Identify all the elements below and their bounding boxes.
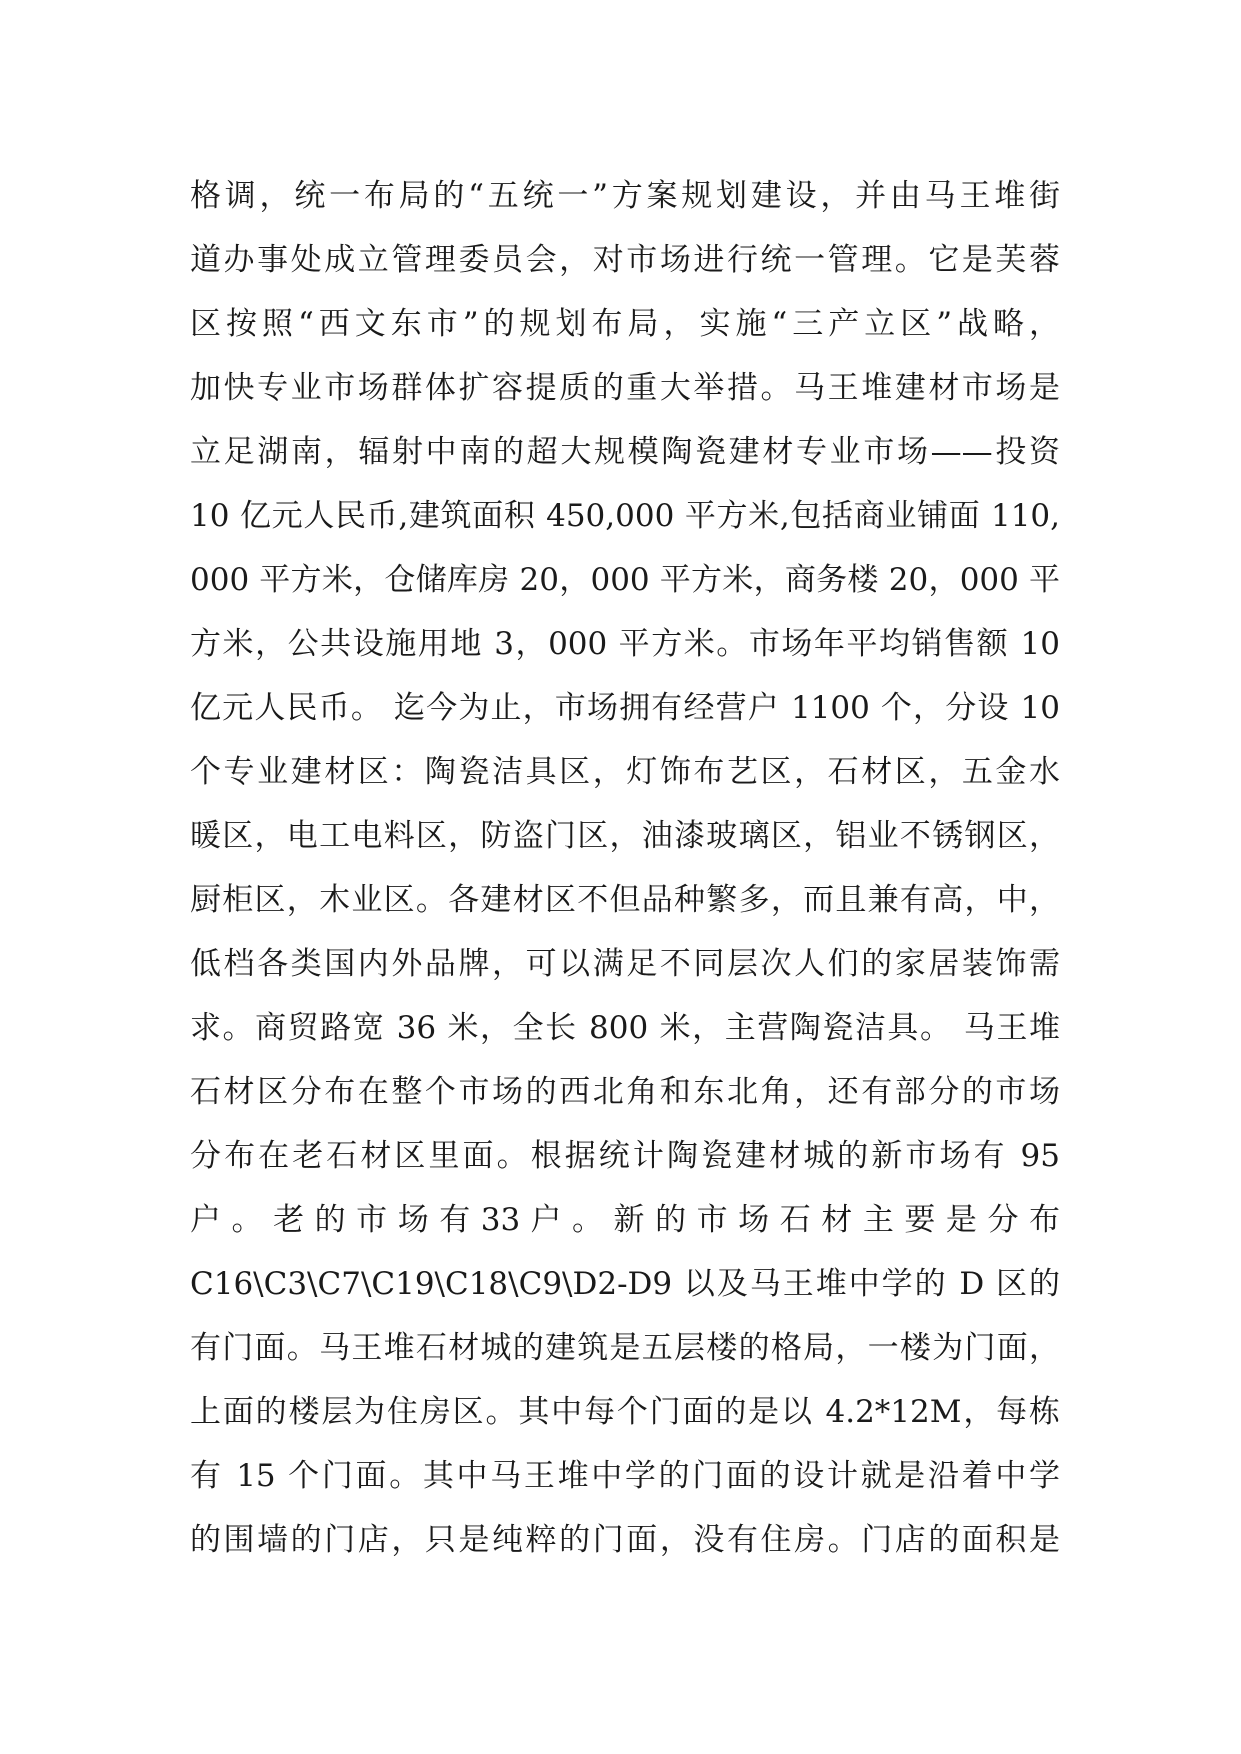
text-line: 亿元人民币。 迄今为止，市场拥有经营户 1100 个，分设 10 [190,690,1060,726]
text-line: 区按照“西文东市”的规划布局，实施“三产立区”战略， [190,306,1060,342]
text-line: 方米，公共设施用地 3，000 平方米。市场年平均销售额 10 [190,626,1060,662]
text-line: 个专业建材区：陶瓷洁具区，灯饰布艺区，石材区，五金水 [190,754,1060,790]
text-line: 暖区，电工电料区，防盗门区，油漆玻璃区，铝业不锈钢区， [190,818,1060,854]
text-line: 求。商贸路宽 36 米，全长 800 米，主营陶瓷洁具。 马王堆 [190,1010,1060,1046]
text-line: 的围墙的门店，只是纯粹的门面，没有住房。门店的面积是 [190,1522,1060,1558]
text-line: 石材区分布在整个市场的西北角和东北角，还有部分的市场 [190,1074,1060,1110]
text-line: C16\C3\C7\C19\C18\C9\D2-D9 以及马王堆中学的 D 区的 [190,1266,1060,1302]
text-line: 10 亿元人民币,建筑面积 450,000 平方米,包括商业铺面 110, [190,498,1060,534]
text-line: 分布在老石材区里面。根据统计陶瓷建材城的新市场有 95 [190,1138,1060,1174]
text-line: 格调，统一布局的“五统一”方案规划建设，并由马王堆街 [190,178,1060,214]
text-line: 上面的楼层为住房区。其中每个门面的是以 4.2*12M，每栋 [190,1394,1060,1430]
text-line: 有 15 个门面。其中马王堆中学的门面的设计就是沿着中学 [190,1458,1060,1494]
body-text [190,164,1060,1572]
text-line: 厨柜区，木业区。各建材区不但品种繁多，而且兼有高，中， [190,882,1060,918]
text-line: 低档各类国内外品牌，可以满足不同层次人们的家居装饰需 [190,946,1060,982]
text-line: 000 平方米，仓储库房 20，000 平方米，商务楼 20，000 平 [190,562,1060,598]
text-line: 加快专业市场群体扩容提质的重大举措。马王堆建材市场是 [190,370,1060,406]
text-line: 立足湖南，辐射中南的超大规模陶瓷建材专业市场——投资 [190,434,1060,470]
text-line: 道办事处成立管理委员会，对市场进行统一管理。它是芙蓉 [190,242,1060,278]
text-line: 户 。 老 的 市 场 有 33 户 。 新 的 市 场 石 材 主 要 是 分 布 [190,1202,1060,1238]
text-line: 有门面。马王堆石材城的建筑是五层楼的格局，一楼为门面， [190,1330,1060,1366]
